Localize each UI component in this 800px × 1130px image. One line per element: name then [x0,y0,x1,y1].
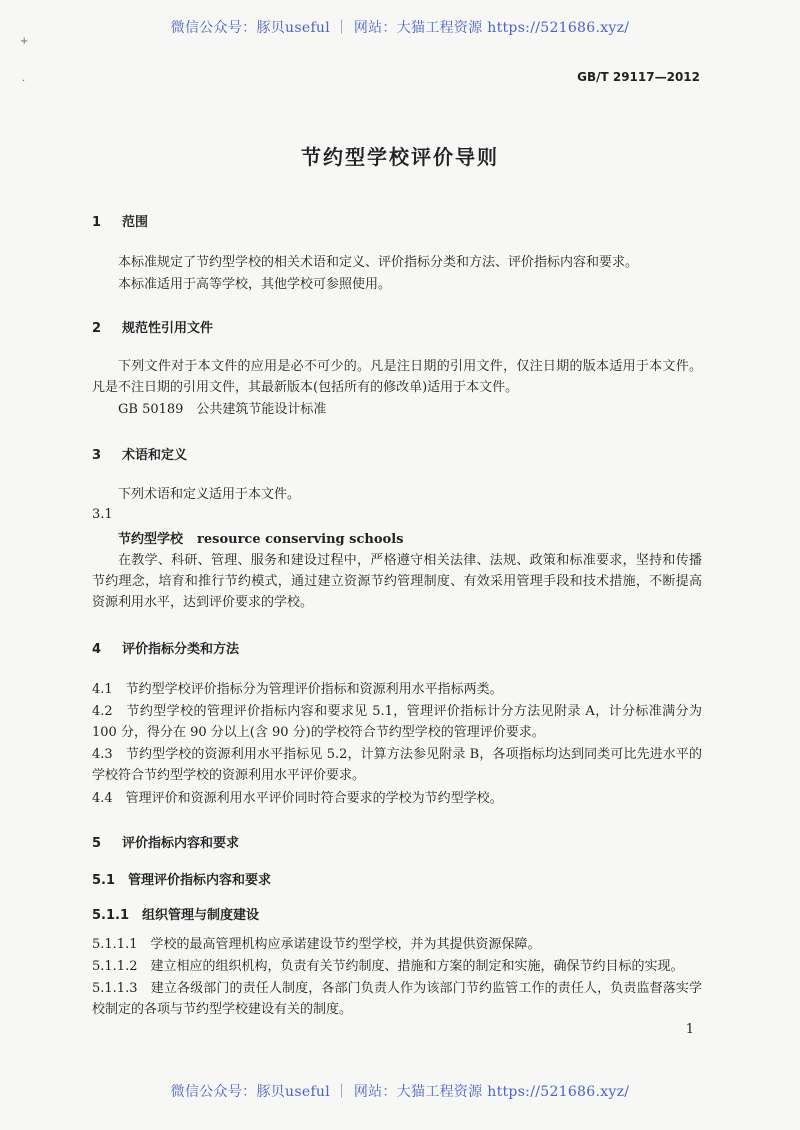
watermark-top: 微信公众号：豚贝useful ｜ 网站：大猫工程资源 https://521686.xyz/ [170,20,630,36]
clause-5-1-1-2: 5.1.1.2 建立相应的组织机构，负责有关节约制度、措施和方案的制定和实施，确保节约目标的实现。 [92,959,684,974]
clause-4-4: 4.4 管理评价和资源利用水平评价同时符合要求的学校为节约型学校。 [92,791,503,806]
section-heading-4 [92,638,239,657]
section-heading-5 [92,832,239,851]
clause-5-1-1-1: 5.1.1.1 学校的最高管理机构应承诺建设节约型学校，并为其提供资源保障。 [92,937,541,952]
section-number: 5.1.1 [92,908,130,923]
section-title: 评价指标内容和要求 [122,836,240,851]
section-title: 评价指标分类和方法 [122,642,240,657]
section-heading-3 [92,444,187,463]
watermark-bottom: 微信公众号：豚贝useful ｜ 网站：大猫工程资源 https://521686.xyz/ [170,1084,630,1100]
standard-code: GB/T 29117—2012 [577,70,700,84]
clause-4-1: 4.1 节约型学校评价指标分为管理评价指标和资源利用水平指标两类。 [92,682,503,697]
section-heading-2 [92,317,213,336]
section-title: 管理评价指标内容和要求 [128,873,272,888]
clause-4-3: 4.3 节约型学校的资源利用水平指标见 5.2，计算方法参见附录 B，各项指标均达到同类可比先进水平的学校符合节约型学校的资源利用水平评价要求。 [92,747,702,783]
paragraph: 本标准适用于高等学校，其他学校可参照使用。 [118,277,392,292]
term-definition: 在教学、科研、管理、服务和建设过程中，严格遵守相关法律、法规、政策和标准要求，坚持和传播节约理念，培育和推行节约模式，通过建立资源节约管理制度、有效采用管理手段和技术措施，不断提高资源利用水平，达到评价要求的学校。 [92,553,702,610]
section-number: 1 [92,215,102,230]
section-number: 5.1 [92,873,116,888]
section-title: 规范性引用文件 [122,321,214,336]
section-title: 术语和定义 [122,448,188,463]
paragraph: 下列术语和定义适用于本文件。 [118,487,301,502]
section-number: 5 [92,836,102,851]
scan-mark: + [20,36,29,47]
clause-4-2: 4.2 节约型学校的管理评价指标内容和要求见 5.1，管理评价指标计分方法见附录 A，计分标准满分为 100 分，得分在 90 分以上(含 90 分)的学校符合节约型学校的管理评价要求。 [92,704,702,740]
section-title: 范围 [122,215,149,230]
section-number: 2 [92,321,102,336]
page-number: 1 [685,1022,694,1037]
subsection-heading-5-1 [92,869,271,888]
section-number: 4 [92,642,102,657]
section-number: 3 [92,448,102,463]
document-title: 节约型学校评价导则 [301,145,499,169]
section-title: 组织管理与制度建设 [142,908,260,923]
paragraph: 下列文件对于本文件的应用是必不可少的。凡是注日期的引用文件，仅注日期的版本适用于本文件。凡是不注日期的引用文件，其最新版本(包括所有的修改单)适用于本文件。 [92,359,702,395]
term-number: 3.1 [92,507,113,522]
clause-5-1-1-3: 5.1.1.3 建立各级部门的责任人制度，各部门负责人作为该部门节约监管工作的责任人，负责监督落实学校制定的各项与节约型学校建设有关的制度。 [92,981,702,1017]
normative-reference: GB 50189 公共建筑节能设计标准 [118,402,327,417]
term-entry [118,528,403,547]
subsection-heading-5-1-1 [92,904,259,923]
paragraph: 本标准规定了节约型学校的相关术语和定义、评价指标分类和方法、评价指标内容和要求。 [118,255,639,270]
section-heading-1 [92,211,148,230]
term-english: resource conserving schools [197,532,404,547]
scan-mark: · [22,76,26,87]
term-chinese: 节约型学校 [118,532,184,547]
